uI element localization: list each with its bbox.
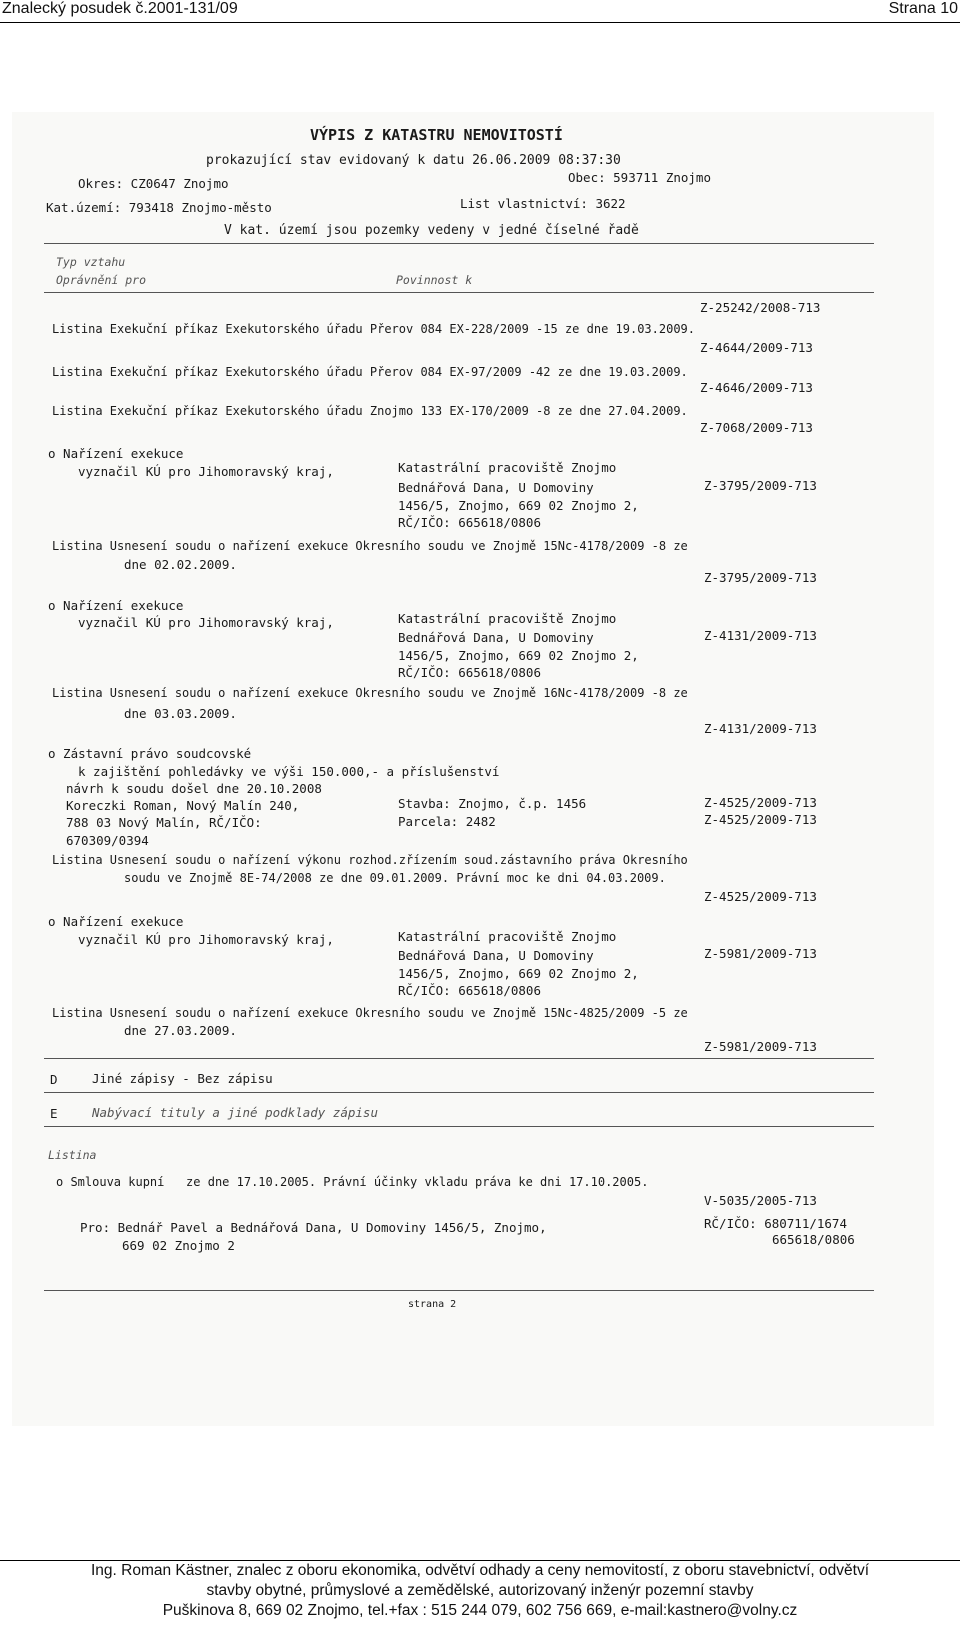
entry-text: 1456/5, Znojmo, 669 02 Znojmo 2,	[398, 648, 639, 663]
entry-text: Pro: Bednář Pavel a Bednářová Dana, U Domoviny 1456/5, Znojmo,	[80, 1220, 547, 1235]
entry-text: dne 03.03.2009.	[124, 706, 237, 721]
entry-text: Bednářová Dana, U Domoviny	[398, 948, 594, 963]
entry-text: dne 02.02.2009.	[124, 557, 237, 572]
entry-text: RČ/IČO: 665618/0806	[398, 665, 541, 680]
listina-line: Listina Exekuční příkaz Exekutorského úřadu Přerov 084 EX-228/2009 -15 ze dne 19.03.2009.	[52, 322, 695, 336]
opravneni-pro: Oprávnění pro	[56, 273, 147, 287]
listina-line: Listina Exekuční příkaz Exekutorského úřadu Přerov 084 EX-97/2009 -42 ze dne 19.03.2009.	[52, 365, 688, 379]
divider	[44, 1092, 874, 1093]
page-footer	[0, 1560, 960, 1625]
ref-z: Z-4646/2009-713	[700, 380, 813, 395]
entry-text: Parcela: 2482	[398, 814, 496, 829]
entry-text: Katastrální pracoviště Znojmo	[398, 611, 617, 626]
ref-z: Z-4525/2009-713	[704, 812, 817, 827]
divider	[44, 292, 874, 293]
entry-heading: o Nařízení exekuce	[48, 446, 184, 461]
entry-text: Katastrální pracoviště Znojmo	[398, 929, 617, 944]
page-header	[0, 0, 960, 23]
listina-line: Listina Usnesení soudu o nařízení exekuce Okresního soudu ve Znojmě 15Nc-4825/2009 -5 ze	[52, 1006, 688, 1020]
obec: Obec: 593711 Znojmo	[568, 170, 711, 185]
list-vlastnictvi: List vlastnictví: 3622	[460, 196, 626, 211]
entry-text: Katastrální pracoviště Znojmo	[398, 460, 617, 475]
listina-line: Listina Usnesení soudu o nařízení exekuce Okresního soudu ve Znojmě 15Nc-4178/2009 -8 ze	[52, 539, 688, 553]
listina-line: Listina Exekuční příkaz Exekutorského úřadu Znojmo 133 EX-170/2009 -8 ze dne 27.04.2009.	[52, 404, 688, 418]
footer-line-2: stavby obytné, průmyslové a zemědělské, autorizovaný inženýr pozemní stavby	[206, 1582, 754, 1599]
entry-text: 669 02 Znojmo 2	[122, 1238, 235, 1253]
ref-z: Z-4131/2009-713	[704, 628, 817, 643]
ref-z: Z-4525/2009-713	[704, 889, 817, 904]
listina-line: Listina Usnesení soudu o nařízení výkonu rozhod.zřízením soud.zástavního práva Okresního	[52, 853, 688, 867]
ref-v: V-5035/2005-713	[704, 1193, 817, 1208]
footer-line-3: Puškinova 8, 669 02 Znojmo, tel.+fax : 515 244 079, 602 756 669, e-mail:kastnero@volny.cz	[162, 1602, 798, 1619]
entry-text: Koreczki Roman, Nový Malín 240,	[66, 798, 300, 813]
entry-text: 665618/0806	[772, 1232, 855, 1247]
entry-heading: o Zástavní právo soudcovské	[48, 746, 252, 761]
entry-text: vyznačil KÚ pro Jihomoravský kraj,	[78, 464, 334, 479]
entry-text: 1456/5, Znojmo, 669 02 Znojmo 2,	[398, 966, 639, 981]
ref-z: Z-7068/2009-713	[700, 420, 813, 435]
ref-z: Z-3795/2009-713	[704, 478, 817, 493]
footer-line-1: Ing. Roman Kästner, znalec z oboru ekonomika, odvětví odhady a ceny nemovitostí, z oboru stavebnictví, odvětví	[90, 1562, 869, 1579]
ref-z: Z-4525/2009-713	[704, 795, 817, 810]
entry-text: 788 03 Nový Malín, RČ/IČO:	[66, 815, 262, 830]
entry-text: Nabývací tituly a jiné podklady zápisu	[92, 1105, 378, 1120]
entry-text: RČ/IČO: 665618/0806	[398, 983, 541, 998]
entry-text: soudu ve Znojmě 8E-74/2008 ze dne 09.01.2009. Právní moc ke dni 04.03.2009.	[124, 871, 666, 885]
okres: Okres: CZ0647 Znojmo	[78, 176, 229, 191]
katastralni-uzemi: Kat.území: 793418 Znojmo-město	[46, 200, 272, 215]
povinnost-k: Povinnost k	[396, 273, 473, 287]
scanned-cadastre-extract	[12, 112, 934, 1426]
entry-text: k zajištění pohledávky ve výši 150.000,- a příslušenství	[78, 764, 500, 779]
ref-z: Z-4131/2009-713	[704, 721, 817, 736]
divider	[44, 1058, 874, 1059]
entry-text: vyznačil KÚ pro Jihomoravský kraj,	[78, 932, 334, 947]
entry-heading: o Nařízení exekuce	[48, 914, 184, 929]
extract-subtitle: prokazující stav evidovaný k datu 26.06.2009 08:37:30	[206, 153, 621, 168]
entry-text: 670309/0394	[66, 833, 149, 848]
divider	[44, 243, 874, 244]
ref-z: Z-4644/2009-713	[700, 340, 813, 355]
entry-text: návrh k soudu došel dne 20.10.2008	[66, 781, 322, 796]
ref-z: Z-25242/2008-713	[700, 300, 821, 315]
entry-text: RČ/IČO: 665618/0806	[398, 515, 541, 530]
divider	[44, 1290, 874, 1291]
entry-text: Listina	[48, 1148, 97, 1162]
divider	[44, 1126, 874, 1127]
ref-z: Z-3795/2009-713	[704, 570, 817, 585]
entry-text: 1456/5, Znojmo, 669 02 Znojmo 2,	[398, 498, 639, 513]
ref-z: Z-5981/2009-713	[704, 946, 817, 961]
section-letter: D	[50, 1072, 58, 1087]
extract-title: VÝPIS Z KATASTRU NEMOVITOSTÍ	[310, 126, 563, 144]
entry-text: Stavba: Znojmo, č.p. 1456	[398, 796, 587, 811]
entry-text: vyznačil KÚ pro Jihomoravský kraj,	[78, 615, 334, 630]
entry-text: RČ/IČO: 680711/1674	[704, 1216, 847, 1231]
page-number: Strana 10	[888, 0, 958, 17]
entry-text: o Smlouva kupní ze dne 17.10.2005. Právní účinky vkladu práva ke dni 17.10.2005.	[56, 1175, 649, 1189]
listina-line: Listina Usnesení soudu o nařízení exekuce Okresního soudu ve Znojmě 16Nc-4178/2009 -8 ze	[52, 686, 688, 700]
section-letter: E	[50, 1106, 58, 1121]
entry-text: Jiné zápisy - Bez zápisu	[92, 1071, 273, 1086]
entry-heading: o Nařízení exekuce	[48, 598, 184, 613]
kat-note: V kat. území jsou pozemky vedeny v jedné číselné řadě	[224, 223, 639, 238]
entry-text: dne 27.03.2009.	[124, 1023, 237, 1038]
entry-text: Bednářová Dana, U Domoviny	[398, 480, 594, 495]
ref-z: Z-5981/2009-713	[704, 1039, 817, 1054]
entry-text: Bednářová Dana, U Domoviny	[398, 630, 594, 645]
typ-vztahu: Typ vztahu	[56, 255, 126, 269]
report-id: Znalecký posudek č.2001-131/09	[2, 0, 238, 17]
scan-page-number: strana 2	[408, 1299, 457, 1310]
